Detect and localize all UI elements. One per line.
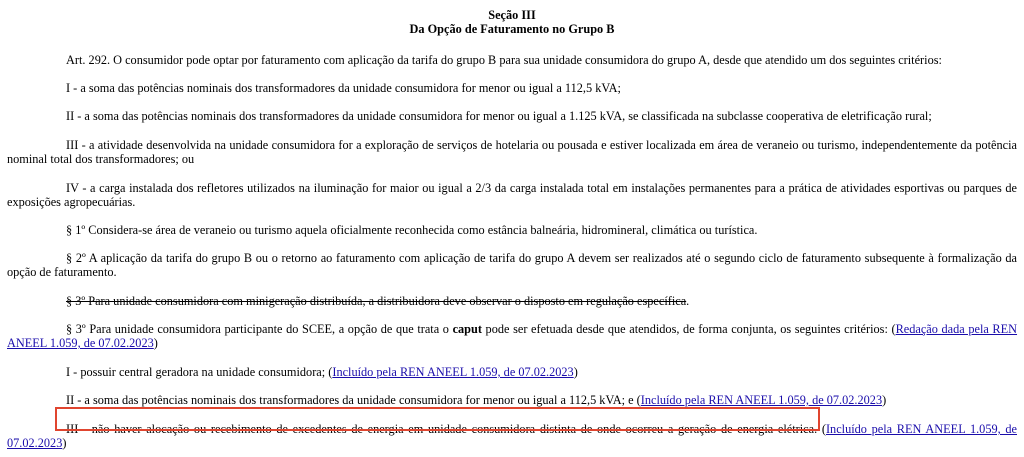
article-292: Art. 292. O consumidor pode optar por faturamento com aplicação da tarifa do grupo B para sua unidade consumidora do grupo A, desde que atendido um dos seguintes critérios: — [66, 53, 942, 67]
incluido-link-2[interactable]: Incluído pela REN ANEEL 1.059, de 07.02.2023 — [640, 393, 883, 407]
inciso-3: III - a atividade desenvolvida na unidade consumidora for a exploração de serviços de hotelaria ou pousada e estiver localizada em área de veraneio ou turismo, independentemente da potência nominal total dos transformadores; ou — [7, 138, 1017, 166]
paragraph-3 — [7, 322, 1017, 350]
document-page — [7, 8, 1018, 450]
revoked-text: § 3º Para unidade consumidora com minigeração distribuída, a distribuidora deve observar o disposto em regulação específica — [66, 294, 687, 308]
new-inciso-3-text: III - não haver alocação ou recebimento de excedentes de energia em unidade consumidora distinta de onde ocorreu a geração de energia elétrica. — [66, 422, 818, 436]
paragraph-1: § 1º Considera-se área de veraneio ou turismo aquela oficialmente reconhecida como estância balneária, hidromineral, climática ou turística. — [66, 223, 758, 237]
new-inciso-1 — [7, 365, 1017, 379]
new-inciso-1-text: I - possuir central geradora na unidade consumidora; ( — [66, 365, 333, 379]
new-inciso-2-text: II - a soma das potências nominais dos transformadores da unidade consumidora for menor ou igual a 112,5 kVA; e ( — [66, 393, 641, 407]
section-subheading: Da Opção de Faturamento no Grupo B — [409, 22, 615, 36]
new-inciso-3-open: ( — [817, 422, 826, 436]
incluido-link-1[interactable]: Incluído pela REN ANEEL 1.059, de 07.02.2023 — [332, 365, 574, 379]
new-inciso-3-close: ) — [62, 436, 67, 450]
inciso-2: II - a soma das potências nominais dos transformadores da unidade consumidora for menor ou igual a 1.125 kVA, se classificada na subclasse cooperativa de eletrificação rural; — [66, 109, 932, 123]
new-inciso-1-close: ) — [573, 365, 578, 379]
new-inciso-2 — [7, 393, 1017, 407]
redacao-link[interactable]: Redação dada pela REN ANEEL 1.059, de 07.02.2023 — [7, 322, 1018, 350]
paragraph-3-start: § 3º Para unidade consumidora participante do SCEE, a opção de que trata o — [66, 322, 453, 336]
paragraph-2: § 2º A aplicação da tarifa do grupo B ou o retorno ao faturamento com aplicação de tarifa do grupo A devem ser realizados até o segundo ciclo de faturamento subsequente à formalização da opção de faturamento. — [7, 251, 1017, 279]
paragraph-3-close: ) — [153, 336, 158, 350]
inciso-1: I - a soma das potências nominais dos transformadores da unidade consumidora for menor ou igual a 112,5 kVA; — [66, 81, 621, 95]
paragraph-3-revoked — [7, 294, 1017, 308]
new-inciso-2-close: ) — [882, 393, 887, 407]
section-heading: Seção III — [488, 8, 536, 22]
revoked-period: . — [686, 294, 690, 308]
inciso-4: IV - a carga instalada dos refletores utilizados na iluminação for maior ou igual a 2/3 da carga instalada total em instalações permanentes para a prática de atividades esportivas ou parques de exposições agropecuárias. — [7, 181, 1017, 209]
caput-term: caput — [452, 322, 482, 336]
incluido-link-3[interactable]: Incluído pela REN ANEEL 1.059, de 07.02.2023 — [7, 422, 1017, 450]
paragraph-3-end: pode ser efetuada desde que atendidos, de forma conjunta, os seguintes critérios: ( — [481, 322, 896, 336]
highlight-box — [55, 407, 820, 431]
